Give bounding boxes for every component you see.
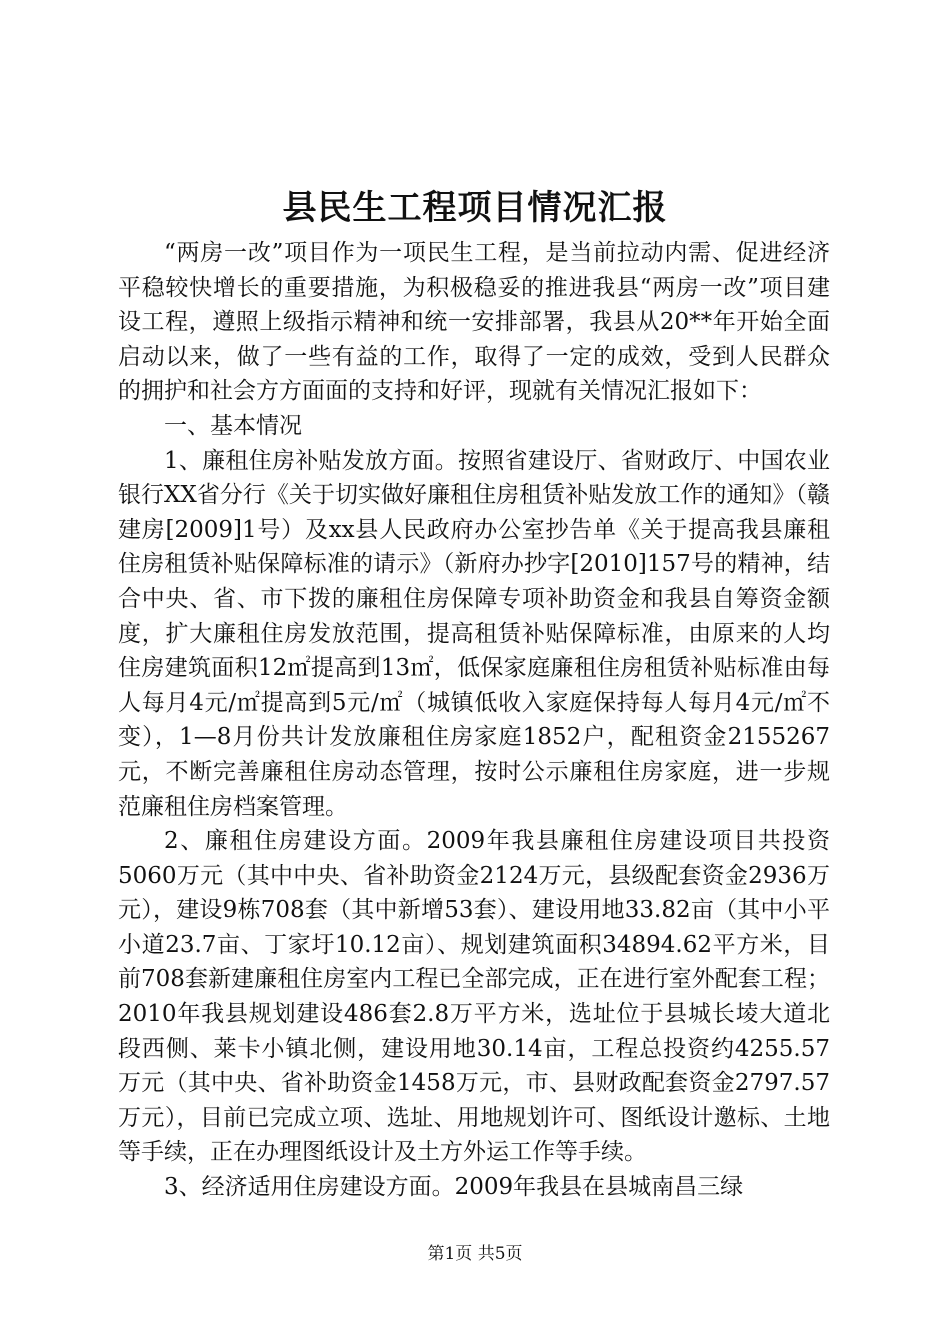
document-body <box>118 236 830 1205</box>
document-title: 县民生工程项目情况汇报 <box>282 188 668 228</box>
intro-paragraph: “两房一改”项目作为一项民生工程，是当前拉动内需、促进经济平稳较快增长的重要措施，为积极稳妥的推进我县“两房一改”项目建设工程，遵照上级指示精神和统一安排部署，我县从20**年开始全面启动以来，做了一些有益的工作，取得了一定的成效，受到人民群众的拥护和社会方方面面的支持和好评，现就有关情况汇报如下： <box>118 240 830 405</box>
paragraph-affordable-housing: 3、经济适用住房建设方面。2009年我县在县城南昌三绿 <box>164 1174 744 1201</box>
page-footer: 第1页 共5页 <box>427 1244 523 1264</box>
paragraph-rental-subsidy: 1、廉租住房补贴发放方面。按照省建设厅、省财政厅、中国农业银行XX省分行《关于切实做好廉租住房租赁补贴发放工作的通知》（赣建房[2009]1号）及xx县人民政府办公室抄告单《关于提高我县廉租住房租赁补贴保障标准的请示》（新府办抄字[2010]157号的精神，结合中央、省、市下拨的廉租住房保障专项补助资金和我县自筹资金额度，扩大廉租住房发放范围，提高租赁补贴保障标准，由原来的人均住房建筑面积12㎡提高到13㎡，低保家庭廉租住房租赁补贴标准由每人每月4元/㎡提高到5元/㎡（城镇低收入家庭保持每人每月4元/㎡不变），1—8月份共计发放廉租住房家庭1852户，配租资金2155267元，不断完善廉租住房动态管理，按时公示廉租住房家庭，进一步规范廉租住房档案管理。 <box>118 447 830 820</box>
section-heading-basic-situation: 一、基本情况 <box>164 412 302 439</box>
paragraph-low-rent-housing-construction: 2、廉租住房建设方面。2009年我县廉租住房建设项目共投资5060万元（其中中央、省补助资金2124万元，县级配套资金2936万元），建设9栋708套（其中新增53套）、建设用地33.82亩（其中小平小道23.7亩、丁家圩10.12亩）、规划建筑面积34894.62平方米，目前708套新建廉租住房室内工程已全部完成，正在进行室外配套工程；2010年我县规划建设486套2.8万平方米，选址位于县城长堎大道北段西侧、莱卡小镇北侧，建设用地30.14亩，工程总投资约4255.57万元（其中央、省补助资金1458万元，市、县财政配套资金2797.57万元），目前已完成立项、选址、用地规划许可、图纸设计邀标、土地等手续，正在办理图纸设计及土方外运工作等手续。 <box>118 828 830 1166</box>
